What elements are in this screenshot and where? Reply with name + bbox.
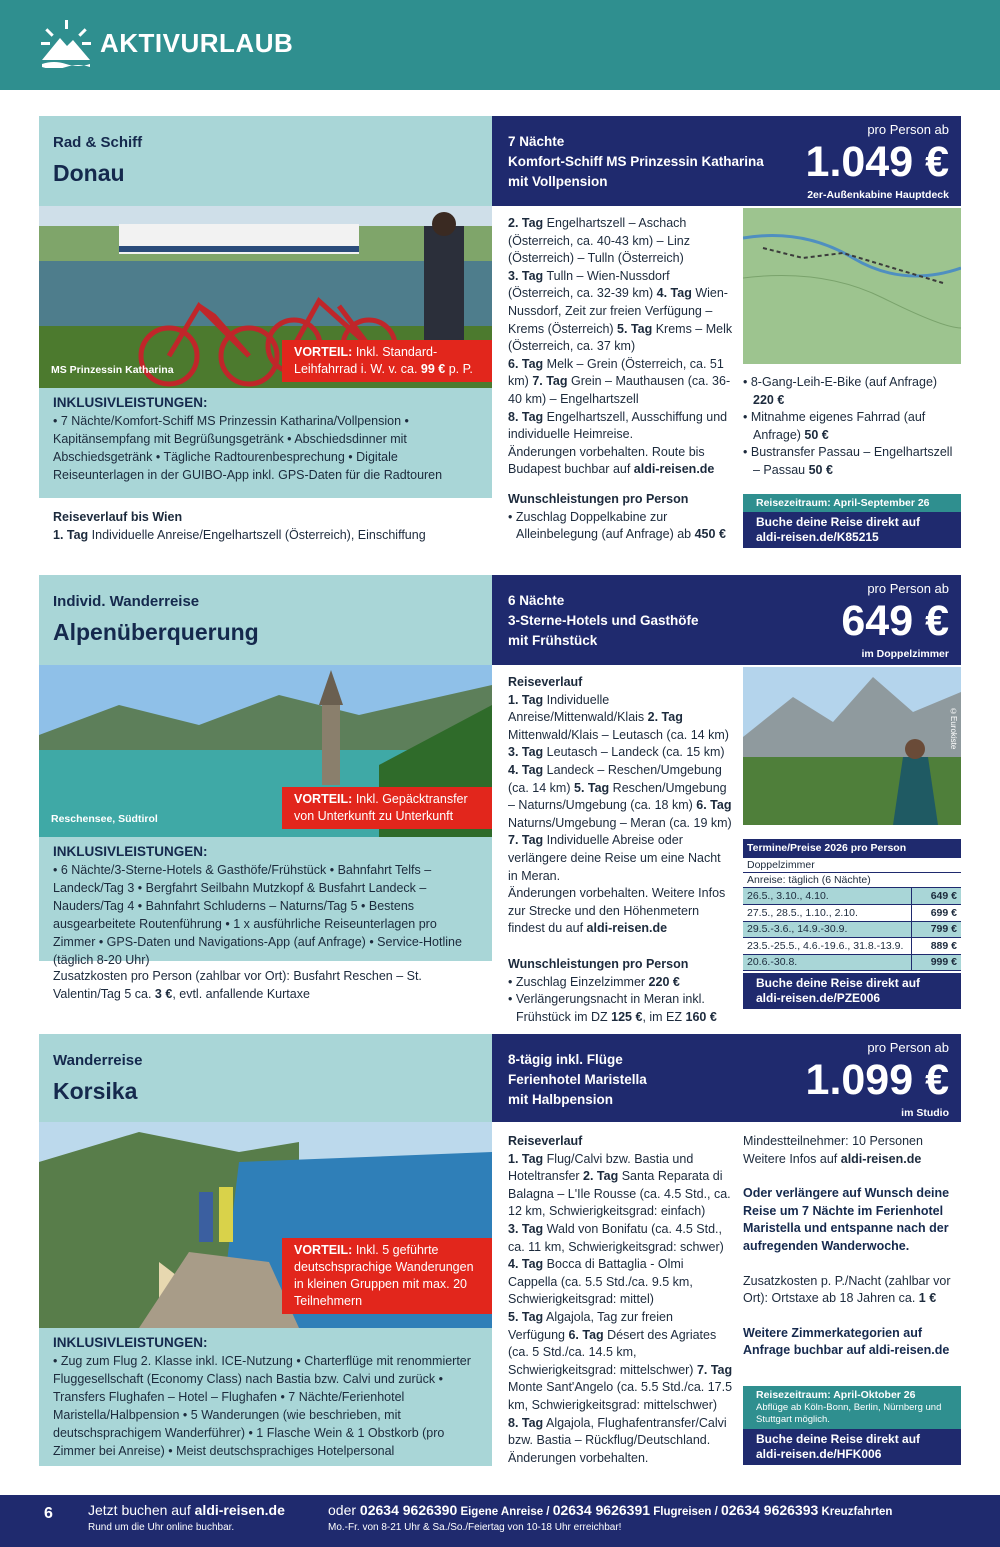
offer-photo-bikes-ship	[39, 206, 492, 388]
offer-category: Individ. Wanderreise	[53, 593, 200, 610]
room-categories: Weitere Zimmerkategorien auf Anfrage buchbar auf aldi-reisen.de	[743, 1325, 950, 1358]
wunsch-text: Verlängerungsnacht in Meran inkl. Frühstück im DZ	[515, 992, 705, 1024]
day-label: 1. Tag	[508, 692, 544, 707]
day-label: 7. Tag	[696, 1362, 733, 1377]
day-label: 8. Tag	[508, 409, 544, 424]
offer-title: Alpenüberquerung	[53, 619, 259, 645]
offer-header	[39, 575, 492, 665]
day-text: Engelhartszell, Ausschiffung und individuelle Heimreise.	[508, 409, 728, 442]
photo-caption: MS Prinzessin Katharina	[51, 364, 174, 376]
extra-costs	[53, 967, 483, 1003]
extra-costs-text: Zusatzkosten pro Person (zahlbar vor Ort): Busfahrt Reschen – St. Valentin/Tag 5 ca.	[53, 969, 422, 1001]
price-note: im Doppelzimmer	[861, 648, 949, 660]
day-label: 1. Tag	[53, 528, 89, 542]
day-label: 4. Tag	[508, 1257, 544, 1272]
more-info-text: Weitere Infos auf	[743, 1151, 841, 1166]
wunsch-text: Zuschlag Einzelzimmer	[515, 974, 649, 989]
route-heading: Reiseverlauf	[508, 675, 583, 689]
day-text: Leutasch – Landeck (ca. 15 km)	[543, 745, 725, 760]
day-label: 6. Tag	[696, 798, 732, 813]
day-text: Tulln – Wien-Nussdorf (Österreich, ca. 32-39 km)	[508, 268, 670, 301]
table-subtitle: Doppelzimmer	[743, 858, 961, 873]
offer-price-box	[492, 575, 961, 665]
price-table-body	[743, 888, 961, 971]
vorteil-box	[282, 787, 492, 829]
wunsch-item: • Zuschlag Einzelzimmer 220 €	[508, 974, 680, 989]
vorteil-label: VORTEIL:	[294, 792, 353, 806]
table-row	[743, 888, 961, 905]
opening-hours: Mo.-Fr. von 8-21 Uhr & Sa./So./Feiertag von 10-18 Uhr erreichbar!	[328, 1522, 622, 1533]
inclusive-heading: INKLUSIVLEISTUNGEN:	[53, 844, 208, 859]
table-row	[743, 938, 961, 955]
offer-korsika	[39, 1034, 961, 1466]
website-link[interactable]: aldi-reisen.de	[633, 462, 715, 477]
travel-period-sub: Abflüge ab Köln-Bonn, Berlin, Nürnberg und Stuttgart möglich.	[756, 1402, 942, 1425]
table-cell: 27.5., 28.5., 1.10., 2.10.	[743, 905, 911, 922]
photo-caption: Reschensee, Südtirol	[51, 813, 158, 825]
route-heading: Reiseverlauf bis Wien	[53, 510, 183, 524]
table-row	[743, 954, 961, 971]
table-title: Termine/Preise 2026 pro Person	[743, 839, 961, 858]
price: 649 €	[841, 597, 949, 645]
day-label: 7. Tag	[508, 833, 544, 848]
extra-costs-tail: , evtl. anfallende Kurtaxe	[172, 987, 310, 1001]
price-prefix: pro Person ab	[867, 581, 949, 596]
book-text: Jetzt buchen auf	[88, 1502, 195, 1518]
route-map	[743, 208, 961, 364]
booking-link[interactable]	[743, 973, 961, 1009]
day-label: 8. Tag	[508, 1415, 544, 1430]
book-online	[88, 1502, 285, 1518]
day-label: 3. Tag	[508, 268, 544, 283]
day-label: 2. Tag	[508, 216, 544, 230]
offer-header	[39, 1034, 492, 1122]
wunsch-heading: Wunschleistungen pro Person	[508, 956, 689, 971]
phone-label: Flugreisen /	[650, 1506, 721, 1518]
vorteil-text: Inkl. 5 geführte deutschsprachige Wanderungen in kleinen Gruppen mit max. 20 Teilnehmern	[294, 1243, 474, 1308]
day-text: Wien-Nussdorf, Zeit zur freien Verfügung – Krems (Österreich)	[508, 286, 728, 336]
offer-alpenueberquerung	[39, 575, 961, 1024]
local-tax-price: 1 €	[918, 1291, 937, 1306]
vorteil-text: Inkl. Standard-Leihfahrrad i. W. v. ca.	[294, 345, 438, 376]
day-text: Mittenwald/Klais – Leutasch (ca. 14 km)	[508, 727, 729, 742]
day-label: 6. Tag	[568, 1327, 604, 1342]
vorteil-label: VORTEIL:	[294, 345, 353, 359]
phone-label: Kreuzfahrten	[818, 1506, 893, 1518]
day-text: Santa Reparata di Balagna – L'Ile Rousse (ca. 4.5 Std., ca. 12 km, Schwierigkeitsgrad: einfach)	[508, 1169, 731, 1219]
offer-price-box	[492, 1034, 961, 1122]
website-link[interactable]: aldi-reisen.de	[194, 1502, 285, 1518]
route-note: Änderungen vorbehalten. Weitere Infos zur Strecke und den Höhenmetern findest du auf	[508, 886, 726, 936]
day-text: Flug/Calvi bzw. Bastia und Hoteltransfer	[508, 1151, 694, 1184]
day-label: 1. Tag	[508, 1151, 544, 1166]
price-prefix: pro Person ab	[867, 122, 949, 137]
day-label: 2. Tag	[647, 710, 683, 725]
extra-item: • Bustransfer Passau – Engelhartszell – Passau 50 €	[743, 445, 953, 477]
route-day	[53, 526, 483, 544]
day-text: Reschen/Umgebung – Naturns/Umgebung (ca. 18 km)	[508, 780, 727, 813]
info-column	[743, 1133, 961, 1360]
table-row	[743, 905, 961, 922]
phone-label: Eigene Anreise /	[457, 1506, 553, 1518]
offer-category: Rad & Schiff	[53, 134, 143, 151]
more-info	[743, 1151, 961, 1169]
sun-mountain-logo-icon	[40, 20, 92, 68]
price: 1.049 €	[805, 138, 949, 186]
vorteil-price: 99 €	[420, 362, 446, 376]
route-note: Änderungen vorbehalten.	[508, 1450, 649, 1465]
day-label: 2. Tag	[583, 1169, 619, 1184]
booking-box	[743, 1386, 961, 1465]
desc-line: 6 Nächte	[508, 593, 565, 608]
desc-line: mit Vollpension	[508, 174, 608, 189]
desc-line: 7 Nächte	[508, 134, 565, 149]
extra-text: Bustransfer Passau – Engelhartszell – Passau	[750, 445, 953, 477]
desc-line: Komfort-Schiff MS Prinzessin Katharina	[508, 154, 764, 169]
booking-label: Buche deine Reise direkt auf	[756, 1432, 921, 1446]
price-table	[743, 839, 961, 1009]
extra-price: 50 €	[804, 427, 829, 442]
booking-label: Buche deine Reise direkt auf	[756, 976, 921, 990]
vorteil-label: VORTEIL:	[294, 1243, 353, 1257]
wunsch-price: 450 €	[694, 527, 726, 542]
table-cell: 889 €	[911, 938, 961, 955]
inclusive-heading: INKLUSIVLEISTUNGEN:	[53, 395, 208, 410]
page-number: 6	[44, 1505, 53, 1522]
extras-list	[743, 374, 961, 480]
route-days	[508, 1133, 733, 1467]
offer-photo-coast-hikers	[39, 1122, 492, 1328]
booking-link[interactable]	[743, 512, 961, 548]
route-days	[508, 215, 733, 544]
price-note: im Studio	[901, 1107, 949, 1119]
wunsch-heading: Wunschleistungen pro Person	[508, 491, 689, 506]
price-note: 2er-Außenkabine Hauptdeck	[807, 189, 949, 201]
min-participants: Mindestteilnehmer: 10 Personen	[743, 1134, 923, 1148]
day-label: 3. Tag	[508, 1221, 544, 1236]
day-text: Individuelle Anreise/Mittenwald/Klais	[508, 692, 648, 725]
photo-credit: ©Eurokiste	[949, 707, 958, 750]
desc-line: 3-Sterne-Hotels und Gasthöfe	[508, 613, 699, 628]
offer-title: Donau	[53, 160, 125, 186]
day-text: Individuelle Abreise oder verlängere deine Reise um eine Nacht in Meran.	[508, 833, 721, 883]
booking-link[interactable]	[743, 1429, 961, 1465]
desc-line: Ferienhotel Maristella	[508, 1072, 647, 1087]
price-prefix: pro Person ab	[867, 1040, 949, 1055]
book-sub: Rund um die Uhr online buchbar.	[88, 1522, 235, 1533]
booking-label: Buche deine Reise direkt auf	[756, 515, 921, 529]
offer-header	[39, 116, 492, 206]
day-text: Algajola, Tag zur freien Verfügung	[508, 1309, 673, 1342]
offer-title: Korsika	[53, 1078, 138, 1104]
day-text: Wald von Bonifatu (ca. 4.5 Std., ca. 11 km, Schwierigkeitsgrad: schwer)	[508, 1221, 724, 1254]
wunsch-text: Zuschlag Doppelkabine zur Alleinbelegung (auf Anfrage) ab	[515, 509, 695, 542]
wunsch-price: 160 €	[685, 1009, 717, 1024]
vorteil-tail: p. P.	[445, 362, 473, 376]
booking-code[interactable]: aldi-reisen.de/K85215	[756, 530, 879, 544]
extra-costs-price: 3 €	[154, 987, 173, 1001]
table-cell: 20.6.-30.8.	[743, 954, 911, 971]
travel-period: Reisezeitraum: April-September 26	[743, 494, 961, 512]
day-label: 5. Tag	[617, 321, 653, 336]
extra-item: • 8-Gang-Leih-E-Bike (auf Anfrage) 220 €	[743, 375, 938, 407]
day-text: Désert des Agriates (ca. 5 Std./ca. 14.5 km, Schwierigkeitsgrad: mittelschwer)	[508, 1327, 717, 1377]
phone-link[interactable]: 02634 9626391	[552, 1502, 651, 1518]
wunsch-price: 220 €	[648, 974, 680, 989]
inclusive-text: • 7 Nächte/Komfort-Schiff MS Prinzessin Katharina/Vollpension • Kapitänsempfang mit Begrüßungsgetränk • Abschiedsdinner mit Abschiedsgetränk • Tägliche Radtourenbesprechung • Digitale Reiseunterlagen in der GUIBO-App inkl. GPS-Daten für die Radtouren	[53, 414, 443, 482]
page-footer	[0, 1495, 1000, 1547]
local-tax	[743, 1273, 961, 1308]
route-note: Änderungen vorbehalten. Route bis Budapest buchbar auf	[508, 444, 705, 477]
offer-donau	[39, 116, 961, 552]
table-cell: 29.5.-3.6., 14.9.-30.9.	[743, 921, 911, 938]
day-text: Krems – Melk (Österreich, ca. 37 km)	[508, 321, 733, 354]
day-label: 5. Tag	[508, 1309, 544, 1324]
booking-code[interactable]: aldi-reisen.de/PZE006	[756, 991, 881, 1005]
inclusive-text: • 6 Nächte/3-Sterne-Hotels & Gasthöfe/Frühstück • Bahnfahrt Telfs – Landeck/Tag 3 • Bergfahrt Seilbahn Mutzkopf & Busfahrt Landeck – Nauders/Tag 4 • Bahnfahrt Schluderns – Naturns/Tag 5 • Bestens ausgearbeitete Routenführung • 1 x ausführliche Reiseunterlagen pro Zimmer • GPS-Daten und Navigations-App (auf Anfrage) • Service-Hotline (täglich 8-20 Uhr)	[53, 863, 462, 967]
day-text: Monte Sant'Angelo (ca. 5.5 Std./ca. 17.5 km, Schwierigkeitsgrad: mittelschwer)	[508, 1380, 733, 1412]
day-text: Algajola, Flughafentransfer/Calvi bzw. Bastia – Rückflug/Deutschland.	[508, 1415, 727, 1448]
offer-price-box	[492, 116, 961, 206]
inclusive-text: • Zug zum Flug 2. Klasse inkl. ICE-Nutzung • Charterflüge mit renommierter Fluggesellschaft (Economy Class) nach Bastia bzw. Calvi und zurück • Transfers Flughafen – Hotel – Flughafen • 7 Nächte/Ferienhotel Maristella/Halbpension • 5 Wanderungen (wie beschrieben, mit deutschsprachigem Wanderführer) • 1 Flasche Wein & 1 Obstkorb (pro Zimmer bei Anreise) • Meist deutschsprachiges Hotelpersonal	[53, 1354, 471, 1458]
travel-period-title: Reisezeitraum: April-Oktober 26	[756, 1389, 916, 1401]
day-label: 7. Tag	[532, 374, 568, 389]
page-title: AKTIVURLAUB	[100, 28, 294, 58]
table-cell: 699 €	[911, 905, 961, 922]
day-text: Bocca di Battaglia - Olmi Cappella (ca. 5.5 Std./ca. 9.5 km, Schwierigkeitsgrad: mittel)	[508, 1257, 693, 1307]
local-tax-text: Zusatzkosten p. P./Nacht (zahlbar vor Ort): Ortstaxe ab 18 Jahren ca.	[743, 1273, 951, 1306]
day-label: 3. Tag	[508, 745, 544, 760]
inclusive-box	[39, 837, 492, 967]
day-label: 4. Tag	[656, 286, 692, 301]
vorteil-box	[282, 1238, 492, 1314]
day-text: Engelhartszell – Aschach (Österreich, ca. 40-43 km) – Linz (Österreich) – Tulln (Österreich)	[508, 216, 691, 266]
day-text: Landeck – Reschen/Umgebung (ca. 14 km)	[508, 762, 722, 795]
table-row	[743, 921, 961, 938]
table-subtitle: Anreise: täglich (6 Nächte)	[743, 873, 961, 888]
extension-offer: Oder verlängere auf Wunsch deine Reise um 7 Nächte im Ferienhotel Maristella und entspanne nach der aufregenden Wanderwoche.	[743, 1186, 950, 1253]
extra-text: Mitnahme eigenes Fahrrad (auf Anfrage)	[750, 410, 926, 442]
desc-line: mit Frühstück	[508, 633, 598, 648]
extra-item: • Mitnahme eigenes Fahrrad (auf Anfrage) 50 €	[743, 410, 926, 442]
inclusive-box	[39, 1328, 492, 1466]
table-cell: 26.5., 3.10., 4.10.	[743, 888, 911, 905]
offer-photo-reschensee	[39, 665, 492, 837]
or-text: oder	[328, 1502, 360, 1518]
wunsch-item: • Verlängerungsnacht in Meran inkl. Frühstück im DZ 125 €, im EZ 160 €	[508, 992, 717, 1024]
day-label: 4. Tag	[508, 762, 544, 777]
desc-line: mit Halbpension	[508, 1092, 614, 1107]
website-link[interactable]: aldi-reisen.de	[586, 921, 668, 936]
wunsch-text: , im EZ	[642, 1009, 686, 1024]
offer-category: Wanderreise	[53, 1052, 143, 1069]
table-cell: 999 €	[911, 954, 961, 971]
vorteil-box	[282, 340, 492, 382]
price: 1.099 €	[805, 1056, 949, 1104]
offer-photo-hiker	[743, 667, 961, 825]
page-header	[0, 0, 1000, 90]
route-start	[53, 508, 483, 544]
extra-price: 50 €	[808, 462, 833, 477]
inclusive-heading: INKLUSIVLEISTUNGEN:	[53, 1335, 208, 1350]
route-days	[508, 674, 733, 1026]
website-link[interactable]: aldi-reisen.de	[840, 1151, 922, 1166]
extra-text: 8-Gang-Leih-E-Bike (auf Anfrage)	[750, 375, 938, 389]
day-text: Individuelle Anreise/Engelhartszell (Österreich), Einschiffung	[88, 528, 426, 542]
table-cell: 649 €	[911, 888, 961, 905]
table-cell: 799 €	[911, 921, 961, 938]
wunsch-item: • Zuschlag Doppelkabine zur Alleinbelegung (auf Anfrage) ab 450 €	[508, 509, 726, 542]
booking-box	[743, 494, 961, 548]
phone-link[interactable]: 02634 9626393	[720, 1502, 819, 1518]
day-text: Naturns/Umgebung – Meran (ca. 19 km)	[508, 815, 732, 830]
wunsch-price: 125 €	[611, 1009, 643, 1024]
route-heading: Reiseverlauf	[508, 1134, 583, 1148]
day-label: 6. Tag	[508, 356, 544, 371]
day-label: 5. Tag	[574, 780, 610, 795]
table-cell: 23.5.-25.5., 4.6.-19.6., 31.8.-13.9.	[743, 938, 911, 955]
travel-period	[743, 1386, 961, 1429]
desc-line: 8-tägig inkl. Flüge	[508, 1052, 623, 1067]
booking-code[interactable]: aldi-reisen.de/HFK006	[756, 1447, 882, 1461]
vorteil-text: Inkl. Gepäcktransfer von Unterkunft zu Unterkunft	[294, 792, 468, 823]
extra-price: 220 €	[753, 392, 785, 407]
phone-numbers	[328, 1502, 892, 1518]
day-text: Melk – Grein (Österreich, ca. 51 km)	[508, 356, 724, 389]
phone-link[interactable]: 02634 9626390	[359, 1502, 458, 1518]
day-text: Grein – Mauthausen (ca. 36-40 km) – Engelhartszell	[508, 374, 731, 406]
inclusive-box	[39, 388, 492, 498]
